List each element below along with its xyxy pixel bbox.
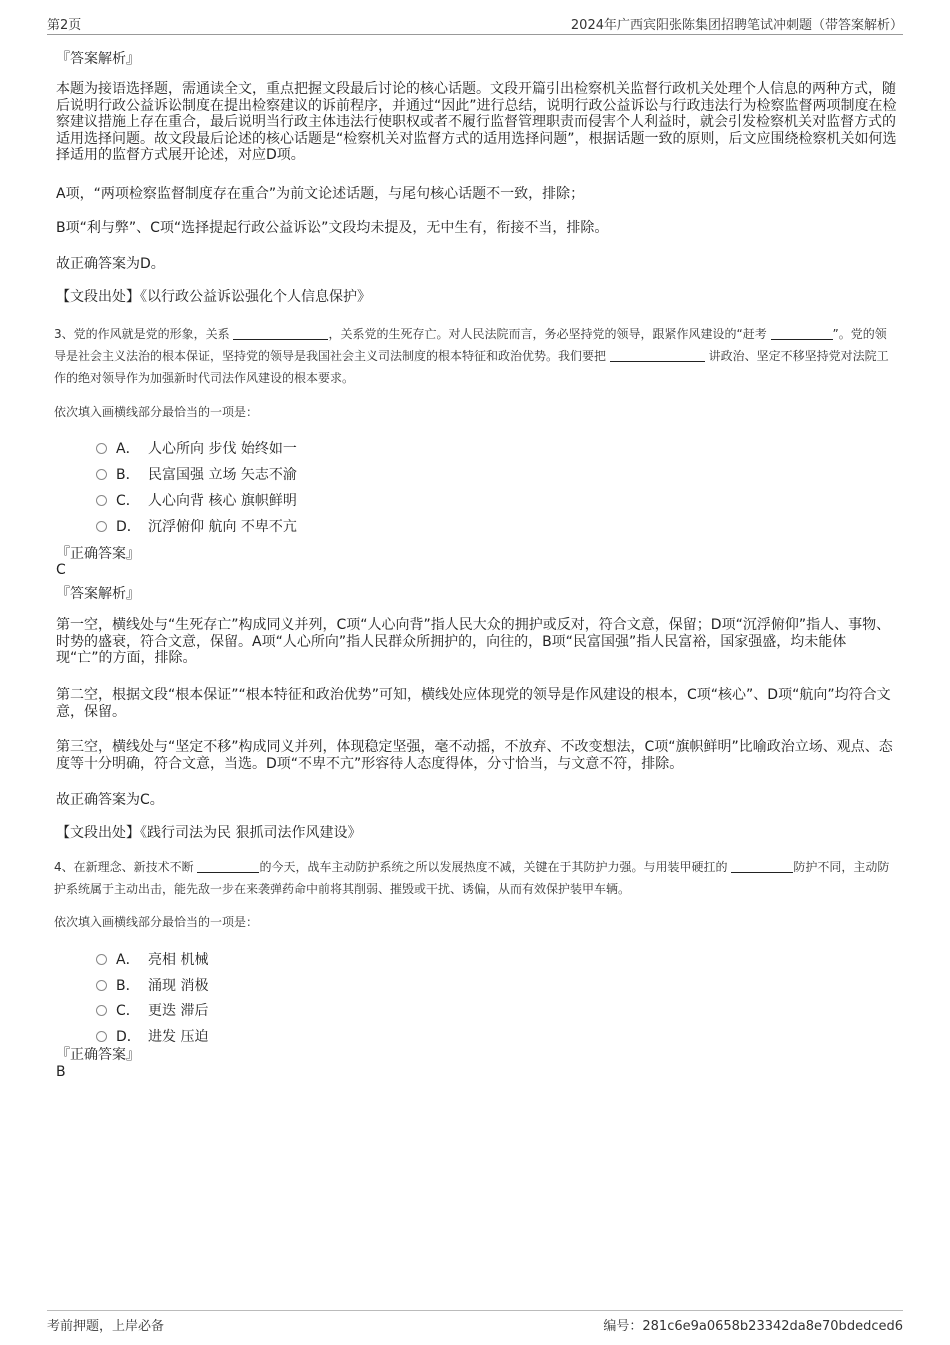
question-prompt: 依次填入画横线部分最恰当的一项是： [54, 405, 259, 419]
page-header [47, 12, 903, 35]
source-title: 《践行司法为民 狠抓司法作风建设》 [140, 825, 362, 841]
page-number: 第2页 [47, 18, 82, 33]
analysis-paragraph: A项，“两项检察监督制度存在重合”为前文论述话题，与尾句核心话题不一致，排除； [56, 186, 585, 202]
analysis-paragraph: B项“利与弊”、C项“选择提起行政公益诉讼”文段均未提及，无中生有，衔接不当，排除。 [56, 220, 609, 236]
analysis-paragraph: 第一空，横线处与“生死存亡”构成同义并列，C项“人心向背”指人民大众的拥护或反对，符合文意，保留；D项“沉浮俯仰”指人、事物、时势的盛衰，符合文意，保留。A项“人心所向”指人民群众所拥护的，向往的，B项“民富国强”指人民富裕，国家强盛，均未能体现“亡”的方面，排除。 [56, 617, 891, 666]
radio-icon[interactable] [96, 1031, 107, 1042]
option-d[interactable]: D． 进发 压迫 [96, 1026, 208, 1046]
footer-slogan: 考前押题，上岸必备 [47, 1319, 165, 1334]
page-footer [47, 1310, 903, 1335]
blank-line [610, 349, 705, 362]
source-line [56, 289, 898, 306]
option-c[interactable]: C． 更迭 滞后 [96, 1000, 208, 1020]
document-code: 编号：281c6e9a0658b23342da8e70bdedced6 [603, 1319, 903, 1334]
question-4-stem: 4、在新理念、新技术不断 的今天，战车主动防护系统之所以发展热度不减，关键在于其防护力强。与用装甲硬扛的 防护不同，主动防护系统属于主动出击，能先敌一步在来袭弹药命中前将其削弱、摧毁或干扰、诱偏，从而有效保护装甲车辆。 [54, 860, 890, 896]
analysis-label: 『答案解析』 [56, 586, 140, 602]
analysis-paragraph: 故正确答案为D。 [56, 256, 165, 272]
correct-answer-label: 『正确答案』 [56, 546, 140, 562]
analysis-label: 『答案解析』 [56, 51, 140, 67]
analysis-paragraph: 第二空，根据文段“根本保证”“根本特征和政治优势”可知，横线处应体现党的领导是作风建设的根本，C项“核心”、D项“航向”均符合文意，保留。 [56, 687, 891, 720]
radio-icon[interactable] [96, 954, 107, 965]
option-c[interactable]: C． 人心向背 核心 旗帜鲜明 [96, 490, 297, 510]
source-label: 【文段出处】 [56, 289, 140, 305]
option-b[interactable]: B． 民富国强 立场 矢志不渝 [96, 464, 297, 484]
option-a[interactable]: A． 人心所向 步伐 始终如一 [96, 438, 297, 458]
radio-icon[interactable] [96, 1005, 107, 1016]
correct-answer: B [56, 1064, 66, 1080]
blank-line [771, 327, 833, 340]
radio-icon[interactable] [96, 443, 107, 454]
radio-icon[interactable] [96, 980, 107, 991]
blank-line [233, 327, 328, 340]
radio-icon[interactable] [96, 521, 107, 532]
question-3-stem: 3、党的作风就是党的形象，关系 ，关系党的生死存亡。对人民法院而言，务必坚持党的领导，跟紧作风建设的“赶考 ”。党的领导是社会主义法治的根本保证，坚持党的领导是我国社会主义司法制度的根本特征和政治优势。我们要把 讲政治、坚定不移坚持党对法院工作的绝对领导作为加强新时代司法作风建设的根本要求。 [54, 327, 889, 385]
option-d[interactable]: D． 沉浮俯仰 航向 不卑不亢 [96, 516, 297, 536]
radio-icon[interactable] [96, 495, 107, 506]
document-title: 2024年广西宾阳张陈集团招聘笔试冲刺题（带答案解析） [570, 18, 903, 33]
correct-answer-label: 『正确答案』 [56, 1047, 140, 1063]
blank-line [197, 860, 259, 873]
analysis-paragraph: 故正确答案为C。 [56, 792, 164, 808]
analysis-paragraph: 第三空，横线处与“坚定不移”构成同义并列，体现稳定坚强，毫不动摇，不放弃、不改变想法，C项“旗帜鲜明”比喻政治立场、观点、态度等十分明确，符合文意，当选。D项“不卑不亢”形容待人态度得体，分寸恰当，与文意不符，排除。 [56, 739, 893, 772]
source-title: 《以行政公益诉讼强化个人信息保护》 [140, 289, 371, 305]
source-line [56, 825, 898, 842]
source-label: 【文段出处】 [56, 825, 140, 841]
blank-line [731, 860, 793, 873]
question-prompt: 依次填入画横线部分最恰当的一项是： [54, 915, 259, 929]
option-a[interactable]: A． 亮相 机械 [96, 949, 208, 969]
correct-answer: C [56, 562, 66, 578]
radio-icon[interactable] [96, 469, 107, 480]
analysis-paragraph: 本题为接语选择题，需通读全文，重点把握文段最后讨论的核心话题。文段开篇引出检察机关监督行政机关处理个人信息的两种方式，随后说明行政公益诉讼制度在提出检察建议的诉前程序，并通过“因此”进行总结，说明行政公益诉讼与行政违法行为检察监督两项制度在检察建议措施上存在重合，最后说明当行政主体违法行使职权或者不履行监督管理职责而侵害个人利益时，就会引发检察机关对监督方式的适用选择问题。故文段最后论述的核心话题是“检察机关对监督方式的适用选择问题”，根据话题一致的原则，后文应围绕检察机关如何选择适用的监督方式展开论述，对应D项。 [56, 81, 897, 163]
option-b[interactable]: B． 涌现 消极 [96, 975, 208, 995]
